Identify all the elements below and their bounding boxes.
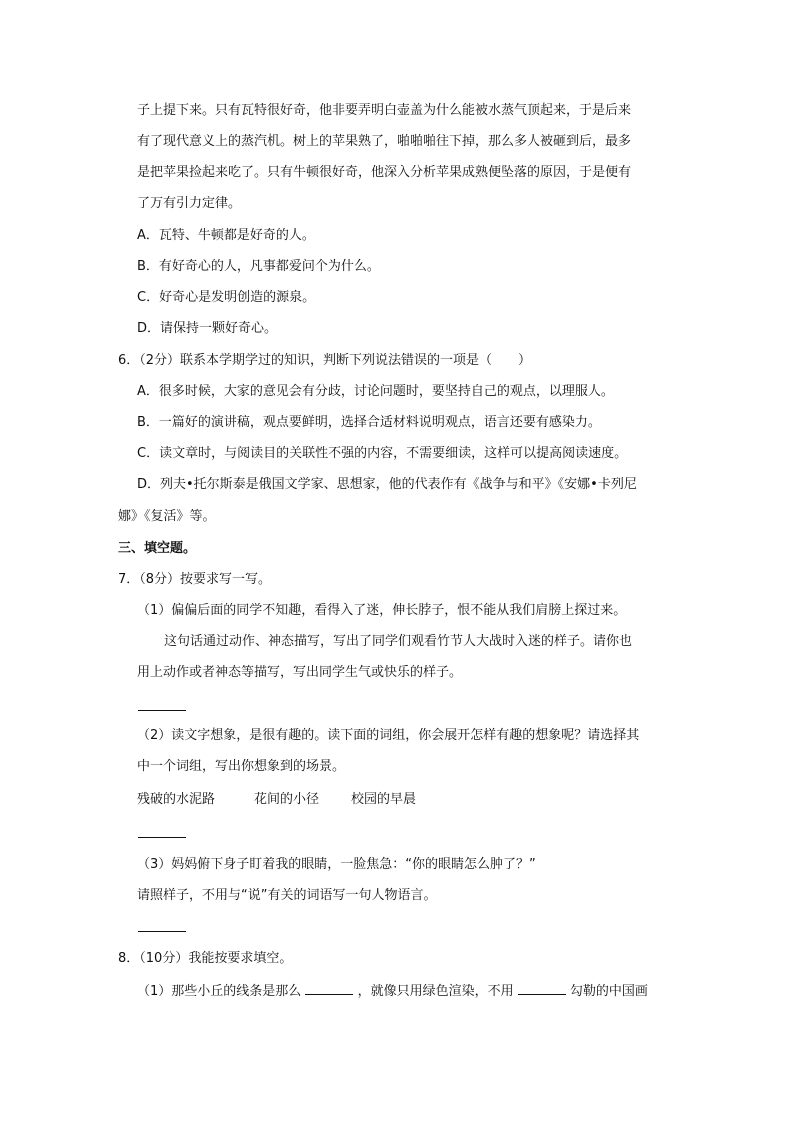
passage-line-1: 子上提下来。只有瓦特很好奇，他非要弄明白壶盖为什么能被水蒸气顶起来，于是后来 xyxy=(137,103,632,118)
q7-part3-answer-blank[interactable] xyxy=(138,931,186,932)
q7-word-2: 花间的小径 xyxy=(254,792,320,807)
q8-blank-1[interactable] xyxy=(305,982,353,995)
q8-part1-text-b: ，就像只用绿色渲染，不用 xyxy=(357,984,514,999)
q8-stem: 8．（10分）我能按要求填空。 xyxy=(118,951,293,966)
q5-option-a: A．瓦特、牛顿都是好奇的人。 xyxy=(137,228,315,243)
q8-blank-2[interactable] xyxy=(518,982,566,995)
q6-option-b: B．一篇好的演讲稿，观点要鲜明，选择合适材料说明观点，语言还要有感染力。 xyxy=(137,415,601,430)
q7-part2-prompt-line2: 中一个词组，写出你想象到的场景。 xyxy=(137,759,346,774)
q6-option-a: A．很多时候，大家的意见会有分歧，讨论问题时，要坚持自己的观点，以理服人。 xyxy=(137,384,614,399)
q6-option-d-line1: D．列夫•托尔斯泰是俄国文学家、思想家，他的代表作有《战争与和平》《安娜•卡列尼 xyxy=(137,477,637,492)
q7-stem: 7．（8分）按要求写一写。 xyxy=(118,572,272,587)
q7-part2-answer-blank[interactable] xyxy=(138,837,186,838)
q7-part3-example: （3）妈妈俯下身子盯着我的眼睛，一脸焦急：“你的眼睛怎么肿了？” xyxy=(137,857,536,872)
passage-line-4: 了万有引力定律。 xyxy=(137,196,242,211)
passage-line-3: 是把苹果捡起来吃了。只有牛顿很好奇，他深入分析苹果成熟便坠落的原因，于是便有 xyxy=(137,165,632,180)
q5-option-b: B．有好奇心的人，凡事都爱问个为什么。 xyxy=(137,259,380,274)
q7-word-1: 残破的水泥路 xyxy=(137,792,216,807)
q8-part1-text-c: 勾勒的中国画 xyxy=(569,984,648,999)
q7-word-3: 校园的早晨 xyxy=(351,792,417,807)
passage-line-2: 有了现代意义上的蒸汽机。树上的苹果熟了，啪啪啪往下掉，那么多人被砸到后，最多 xyxy=(137,134,632,149)
q5-option-c: C．好奇心是发明创造的源泉。 xyxy=(137,290,316,305)
q6-option-d-line2: 娜》《复活》等。 xyxy=(118,509,216,524)
q6-stem: 6．（2分）联系本学期学过的知识，判断下列说法错误的一项是（ ） xyxy=(118,353,532,368)
q8-part1-line xyxy=(137,982,648,1000)
q8-part1-text-a: （1）那些小丘的线条是那么 xyxy=(137,984,302,999)
q5-option-d: D．请保持一颗好奇心。 xyxy=(137,321,278,336)
q7-part1-answer-blank[interactable] xyxy=(138,710,186,711)
q7-part3-instruction: 请照样子，不用与“说”有关的词语写一句人物语言。 xyxy=(137,888,437,903)
q7-part1-desc-line1: 这句话通过动作、神态描写，写出了同学们观看竹节人大战时入迷的样子。请你也 xyxy=(164,634,633,649)
section-title: 三、填空题。 xyxy=(118,541,197,556)
q7-part1-prompt: （1）偏偏后面的同学不知趣，看得入了迷，伸长脖子，恨不能从我们肩膀上探过来。 xyxy=(137,603,627,618)
q7-part1-desc-line2: 用上动作或者神态等描写，写出同学生气或快乐的样子。 xyxy=(137,665,463,680)
q7-part2-prompt-line1: （2）读文字想象，是很有趣的。读下面的词组，你会展开怎样有趣的想象呢？请选择其 xyxy=(137,728,640,743)
q6-option-c: C．读文章时，与阅读目的关联性不强的内容，不需要细读，这样可以提高阅读速度。 xyxy=(137,446,628,461)
